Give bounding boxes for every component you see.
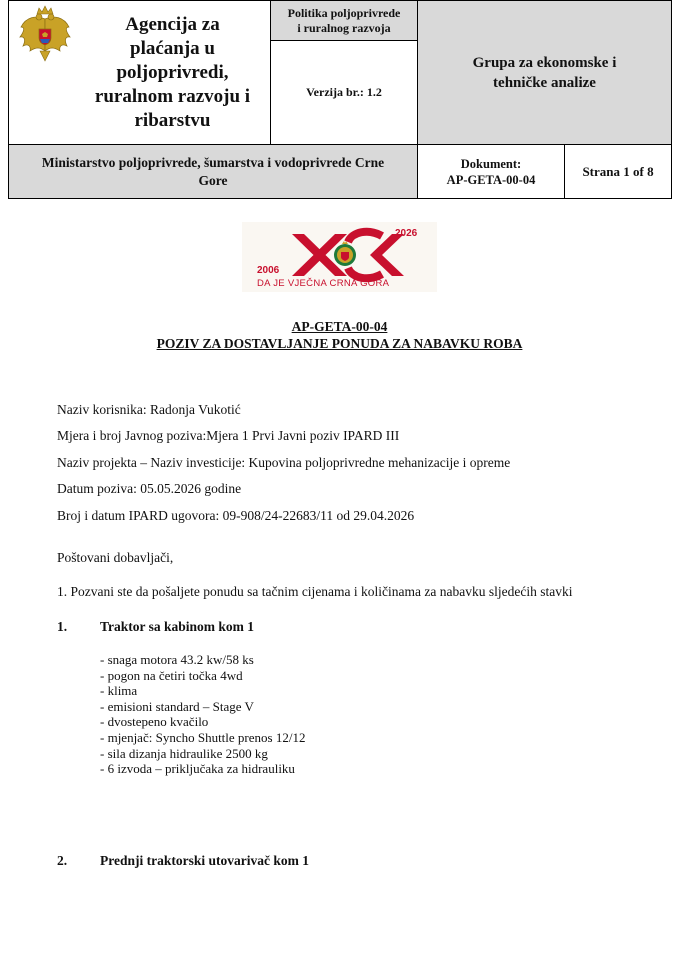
spec-line: - snaga motora 43.2 kw/58 ks [100, 652, 254, 667]
spec-line: - sila dizanja hidraulike 2500 kg [100, 745, 268, 761]
document-title: POZIV ZA DOSTAVLJANJE PONUDA ZA NABAVKU ROBA [156, 336, 523, 351]
item-1-title: Traktor sa kabinom kom 1 [100, 619, 255, 634]
ministry-cell: Ministarstvo poljoprivrede, šumarstva i vodoprivrede Crne Gore [9, 145, 418, 199]
page-number-cell: Strana 1 of 8 [565, 145, 672, 199]
info-contract: Broj i datum IPARD ugovora: 09-908/24-22683/11 od 29.04.2026 [57, 508, 415, 523]
info-beneficiary: Naziv korisnika: Radonja Vukotić [57, 402, 241, 417]
agency-cell [9, 1, 271, 145]
spec-line: - dvostepeno kvačilo [100, 714, 209, 730]
intro-paragraph: 1. Pozvani ste da pošaljete ponudu sa tačnim cijenama i količinama za nabavku sljedećih stavki [57, 584, 573, 599]
document-code: AP-GETA-00-04 [291, 319, 388, 334]
version-cell: Verzija br.: 1.2 [271, 41, 418, 145]
info-measure: Mjera i broj Javnog poziva:Mjera 1 Prvi Javni poziv IPARD III [57, 428, 400, 443]
group-cell: Grupa za ekonomske i tehničke analize [418, 1, 672, 145]
salutation: Poštovani dobavljači, [57, 550, 174, 565]
document-id-cell: Dokument: AP-GETA-00-04 [418, 145, 565, 199]
montenegro-crest-icon [9, 1, 81, 144]
spec-line: - emisioni standard – Stage V [100, 698, 254, 714]
policy-cell: Politika poljoprivrede i ruralnog razvoja [271, 1, 418, 41]
item-1-number: 1. [57, 619, 68, 634]
item-2-title: Prednji traktorski utovarivač kom 1 [100, 853, 309, 868]
anniversary-logo [242, 222, 437, 292]
spec-line: - klima [100, 683, 138, 699]
agency-name: Agencija za plaćanja u poljoprivredi, ruralnom razvoju i ribarstvu [94, 13, 251, 131]
info-project: Naziv projekta – Naziv investicije: Kupovina poljoprivredne mehanizacije i opreme [57, 455, 511, 470]
info-date: Datum poziva: 05.05.2026 godine [57, 481, 242, 496]
item-1-spec-list [100, 652, 305, 777]
logo-year-right: 2026 [395, 228, 418, 239]
spec-line: - pogon na četiri točka 4wd [100, 667, 243, 683]
document-header-table [8, 0, 672, 199]
logo-year-left: 2006 [257, 265, 280, 276]
spec-line: - mjenjač: Syncho Shuttle prenos 12/12 [100, 729, 306, 745]
spec-line: - 6 izvoda – priključaka za hidrauliku [100, 761, 295, 777]
item-2-number: 2. [57, 853, 68, 868]
logo-tagline: DA JE VJEČNA CRNA GORA [257, 278, 390, 289]
